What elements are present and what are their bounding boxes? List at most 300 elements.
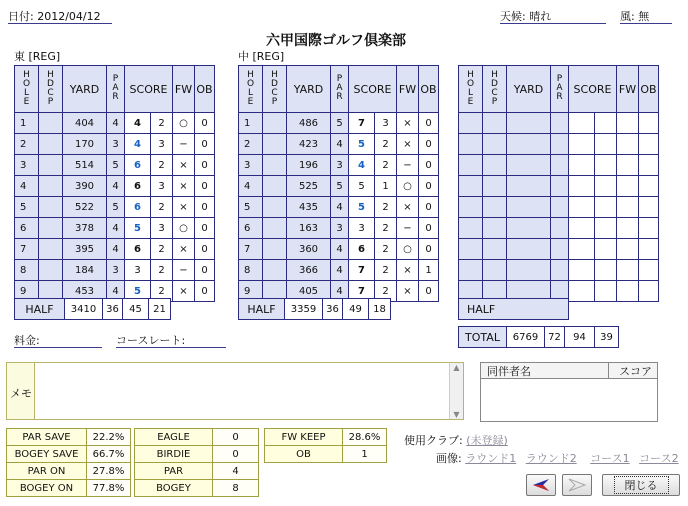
fee-field [14,332,102,348]
images-row [436,450,679,466]
half-yard: 3410 [65,299,103,320]
cell-putt[interactable]: 2 [375,155,397,176]
col-header-score-label: SCORE [573,82,612,96]
cell-fw[interactable] [617,176,639,197]
cell-yard: 486 [287,113,331,134]
cell-fw[interactable]: × [173,197,195,218]
cell-par: 5 [107,155,125,176]
wind-label: 風: 無 [620,10,650,23]
cell-ob[interactable] [639,176,659,197]
stat-value: 0 [213,429,259,446]
stat-label: BOGEY ON [7,480,87,497]
half-label: HALF [239,299,285,320]
cell-ob[interactable]: 0 [195,134,215,155]
stats-col-3 [264,428,387,463]
cell-hole: 4 [239,176,263,197]
cell-yard: 395 [63,239,107,260]
hole-row [459,155,659,176]
cell-fw[interactable]: × [397,113,419,134]
cell-fw[interactable]: × [173,155,195,176]
cell-ob[interactable] [639,113,659,134]
cell-hole: 5 [15,197,39,218]
middle-half-row [238,298,391,320]
cell-fw[interactable] [617,155,639,176]
fee-label: 料金: [14,334,40,347]
right-arrow-icon [567,478,587,492]
cell-ob[interactable] [639,197,659,218]
cell-par: 4 [107,218,125,239]
cell-yard [507,197,551,218]
col-header-ob-label: OB [196,82,213,96]
col-header-ob-label: OB [640,82,657,96]
cell-ob[interactable]: 0 [195,281,215,302]
stat-value: 77.8% [87,480,131,497]
cell-hole [459,260,483,281]
col-header-fw [397,66,419,113]
hole-row [459,218,659,239]
cell-hdcp [483,155,507,176]
hole-row [459,197,659,218]
cell-score[interactable]: 6 [125,155,151,176]
cell-ob[interactable] [639,134,659,155]
cell-hdcp [39,113,63,134]
weather-label: 天候: 晴れ [500,10,552,23]
cell-hole: 4 [15,176,39,197]
cell-putt[interactable]: 2 [375,218,397,239]
cell-putt[interactable]: 3 [151,176,173,197]
cell-hdcp [483,260,507,281]
cell-hdcp [483,113,507,134]
half-score: 45 [123,299,149,320]
cell-score[interactable]: 4 [125,134,151,155]
cell-yard: 360 [287,239,331,260]
col-header-fw-label: FW [174,82,193,96]
cell-fw[interactable] [617,134,639,155]
cell-hole: 1 [239,113,263,134]
half-label: HALF [15,299,65,320]
col-header-par [107,66,125,113]
half-par: 36 [103,299,123,320]
cell-putt[interactable]: 2 [375,281,397,302]
course-title: 六甲国際ゴルフ倶楽部 [266,33,406,49]
stat-label: FW KEEP [265,429,343,446]
cell-putt[interactable]: 2 [375,197,397,218]
cell-hole: 2 [239,134,263,155]
cell-ob[interactable]: 0 [419,113,439,134]
cell-score[interactable] [569,260,595,281]
third-half-row [458,298,569,320]
cell-ob[interactable]: 0 [419,155,439,176]
cell-putt[interactable] [595,218,617,239]
hole-row [239,218,439,239]
cell-putt[interactable]: 2 [151,281,173,302]
clubs-link[interactable]: (未登録) [466,434,508,447]
col-header-score-label: SCORE [129,82,168,96]
cell-hole [459,197,483,218]
cell-ob[interactable] [639,281,659,302]
cell-fw[interactable]: − [397,155,419,176]
cell-ob[interactable] [639,155,659,176]
cell-par: 4 [107,113,125,134]
col-header-fw-label: FW [398,82,417,96]
cell-hole: 8 [239,260,263,281]
cell-par: 3 [107,134,125,155]
col-header-fw [173,66,195,113]
cell-putt[interactable] [595,176,617,197]
stat-label: PAR [135,463,213,480]
col-header-par [331,66,349,113]
clubs-label: 使用クラブ: [404,434,463,447]
cell-score[interactable] [569,155,595,176]
cell-score[interactable]: 7 [349,113,375,134]
col-header-hdcp [483,66,507,113]
cell-fw[interactable] [617,260,639,281]
cell-hdcp [39,134,63,155]
col-header-hole-label: HOLE [21,69,32,106]
col-header-hdcp-label: HDCP [45,69,56,106]
cell-putt[interactable]: 2 [151,260,173,281]
cell-yard: 378 [63,218,107,239]
cell-yard: 435 [287,197,331,218]
cell-score[interactable] [569,134,595,155]
cell-fw[interactable]: × [397,281,419,302]
image-link-round2[interactable]: ラウンド2 [525,452,577,465]
cell-fw[interactable]: × [397,197,419,218]
cell-score[interactable]: 3 [349,218,375,239]
cell-fw[interactable]: × [173,281,195,302]
cell-score[interactable] [569,218,595,239]
cell-ob[interactable]: 0 [419,218,439,239]
cell-fw[interactable] [617,281,639,302]
cell-putt[interactable]: 3 [151,218,173,239]
cell-hole [459,218,483,239]
weather-field [500,8,606,24]
stat-value: 8 [213,480,259,497]
cell-ob[interactable]: 0 [419,134,439,155]
col-header-par-label: PAR [554,74,565,101]
col-header-yard-label: YARD [293,82,324,96]
col-header-ob [419,66,439,113]
cell-par [551,239,569,260]
stats-col-2 [134,428,259,497]
cell-fw[interactable]: × [397,260,419,281]
cell-fw[interactable]: × [173,239,195,260]
cell-par [551,197,569,218]
hole-row [459,134,659,155]
cell-yard [507,239,551,260]
col-header-score-label: SCORE [353,82,392,96]
image-link-course2[interactable]: コース2 [639,452,679,465]
cell-putt[interactable] [595,260,617,281]
col-header-ob-label: OB [420,82,437,96]
stat-label: BIRDIE [135,446,213,463]
stat-value: 22.2% [87,429,131,446]
cell-fw[interactable]: ○ [173,218,195,239]
cell-fw[interactable] [617,239,639,260]
cell-score[interactable]: 6 [125,197,151,218]
cell-hole: 7 [239,239,263,260]
cell-yard: 390 [63,176,107,197]
cell-yard: 514 [63,155,107,176]
col-header-yard [63,66,107,113]
cell-score[interactable]: 5 [125,218,151,239]
cell-hole [459,113,483,134]
stat-value: 28.6% [343,429,387,446]
cell-score[interactable] [569,239,595,260]
cell-ob[interactable]: 1 [419,260,439,281]
cell-fw[interactable]: × [397,134,419,155]
stat-label: PAR ON [7,463,87,480]
cell-fw[interactable] [617,197,639,218]
cell-fw[interactable]: × [173,176,195,197]
hole-row [15,155,215,176]
scroll-down-icon[interactable]: ▼ [453,410,460,419]
col-header-hole [15,66,39,113]
cell-hole: 6 [239,218,263,239]
total-par: 72 [545,327,565,348]
cell-par: 4 [107,239,125,260]
cell-ob[interactable]: 0 [195,176,215,197]
hole-row [15,197,215,218]
cell-ob[interactable]: 0 [419,281,439,302]
cell-fw[interactable] [617,218,639,239]
cell-putt[interactable] [595,134,617,155]
scroll-up-icon[interactable]: ▲ [453,363,460,372]
hole-row [459,113,659,134]
cell-hole: 7 [15,239,39,260]
cell-putt[interactable] [595,113,617,134]
col-header-hole-label: HOLE [245,69,256,106]
col-header-hdcp-label: HDCP [489,69,500,106]
date-field [8,8,112,24]
cell-hdcp [263,260,287,281]
cell-hdcp [39,155,63,176]
col-header-score [125,66,173,113]
cell-putt[interactable]: 2 [375,134,397,155]
cell-yard [507,113,551,134]
cell-putt[interactable] [595,239,617,260]
col-header-fw [617,66,639,113]
cell-score[interactable]: 5 [125,281,151,302]
cell-par: 5 [331,176,349,197]
memo-box [6,362,464,420]
hole-row [459,176,659,197]
cell-yard: 196 [287,155,331,176]
hole-row [15,260,215,281]
hole-row [239,155,439,176]
next-button[interactable] [562,474,592,496]
left-arrow-icon [531,478,551,492]
cell-ob[interactable] [639,218,659,239]
hole-row [239,260,439,281]
cell-par: 4 [331,134,349,155]
cell-ob[interactable]: 0 [419,239,439,260]
cell-score[interactable] [569,113,595,134]
cell-fw[interactable]: ○ [397,176,419,197]
cell-ob[interactable] [639,260,659,281]
cell-putt[interactable]: 3 [375,113,397,134]
cell-hdcp [263,176,287,197]
col-header-yard [287,66,331,113]
cell-yard: 170 [63,134,107,155]
prev-button[interactable] [526,474,556,496]
cell-score[interactable]: 5 [349,176,375,197]
cell-putt[interactable] [595,281,617,302]
cell-par: 4 [331,281,349,302]
cell-par: 4 [331,197,349,218]
cell-par: 5 [107,197,125,218]
col-header-hole-label: HOLE [465,69,476,106]
cell-fw[interactable]: − [173,260,195,281]
cell-hdcp [263,134,287,155]
cell-score[interactable] [569,197,595,218]
third-scorecard [458,65,659,302]
cell-score[interactable]: 4 [125,113,151,134]
cell-hdcp [39,239,63,260]
cell-score[interactable]: 6 [125,176,151,197]
col-header-fw-label: FW [618,82,637,96]
cell-par: 4 [107,281,125,302]
cell-par: 4 [107,176,125,197]
wind-field [620,8,672,24]
cell-ob[interactable]: 0 [195,218,215,239]
col-header-hdcp [39,66,63,113]
memo-scrollbar[interactable] [449,363,463,419]
col-header-ob [639,66,659,113]
cell-hdcp [39,260,63,281]
cell-yard: 366 [287,260,331,281]
total-row [458,326,619,348]
cell-fw[interactable]: − [173,134,195,155]
stat-label: OB [265,446,343,463]
cell-score[interactable]: 6 [125,239,151,260]
col-header-hole [459,66,483,113]
cell-ob[interactable]: 0 [195,260,215,281]
cell-ob[interactable]: 0 [419,197,439,218]
cell-putt[interactable]: 2 [151,197,173,218]
image-link-course1[interactable]: コース1 [590,452,630,465]
total-yard: 6769 [507,327,545,348]
cell-hdcp [39,197,63,218]
cell-hole: 5 [239,197,263,218]
total-label: TOTAL [459,327,507,348]
col-header-yard [507,66,551,113]
stat-label: EAGLE [135,429,213,446]
hole-row [239,197,439,218]
cell-fw[interactable]: ○ [173,113,195,134]
cell-par [551,176,569,197]
cell-fw[interactable]: − [397,218,419,239]
cell-score[interactable] [569,176,595,197]
cell-yard [507,134,551,155]
cell-putt[interactable]: 2 [151,155,173,176]
cell-putt[interactable]: 2 [151,239,173,260]
col-header-hdcp-label: HDCP [269,69,280,106]
memo-label: メモ [7,363,35,419]
cell-score[interactable] [569,281,595,302]
cell-ob[interactable]: 0 [195,155,215,176]
cell-putt[interactable]: 2 [375,239,397,260]
cell-ob[interactable] [639,239,659,260]
half-score: 49 [343,299,369,320]
cell-yard [507,218,551,239]
cell-putt[interactable]: 2 [151,113,173,134]
col-header-par-label: PAR [334,74,345,101]
cell-hdcp [263,197,287,218]
cell-yard: 522 [63,197,107,218]
stat-value: 0 [213,446,259,463]
east-course-label: 東 [REG] [14,50,61,63]
cell-yard [507,155,551,176]
middle-scorecard [238,65,439,302]
cell-putt[interactable] [595,155,617,176]
images-label: 画像: [436,452,462,465]
cell-yard: 525 [287,176,331,197]
cell-ob[interactable]: 0 [195,113,215,134]
hole-row [15,113,215,134]
cell-par [551,260,569,281]
cell-hdcp [483,239,507,260]
col-header-hdcp [263,66,287,113]
stat-value: 27.8% [87,463,131,480]
col-header-ob [195,66,215,113]
cell-fw[interactable]: ○ [397,239,419,260]
close-button[interactable] [602,474,680,496]
half-putt: 21 [149,299,171,320]
cell-par: 3 [107,260,125,281]
east-half-row [14,298,171,320]
image-link-round1[interactable]: ラウンド1 [465,452,517,465]
cell-ob[interactable]: 0 [419,176,439,197]
cell-score[interactable]: 6 [349,239,375,260]
cell-hdcp [263,218,287,239]
cell-score[interactable]: 7 [349,260,375,281]
hole-row [459,239,659,260]
cell-score[interactable]: 7 [349,281,375,302]
cell-score[interactable]: 3 [125,260,151,281]
stat-label: BOGEY [135,480,213,497]
hole-row [239,113,439,134]
cell-putt[interactable] [595,197,617,218]
cell-hdcp [263,239,287,260]
cell-yard [507,176,551,197]
cell-score[interactable]: 5 [349,134,375,155]
cell-score[interactable]: 5 [349,197,375,218]
cell-putt[interactable]: 1 [375,176,397,197]
cell-par: 4 [331,260,349,281]
cell-hole: 9 [239,281,263,302]
cell-putt[interactable]: 2 [375,260,397,281]
cell-ob[interactable]: 0 [195,197,215,218]
cell-par [551,155,569,176]
companions-table [480,362,658,422]
cell-putt[interactable]: 3 [151,134,173,155]
cell-ob[interactable]: 0 [195,239,215,260]
stat-label: BOGEY SAVE [7,446,87,463]
col-header-yard-label: YARD [69,82,100,96]
col-header-yard-label: YARD [513,82,544,96]
half-par: 36 [323,299,343,320]
middle-course-label: 中 [REG] [238,50,285,63]
cell-yard: 184 [63,260,107,281]
hole-row [15,176,215,197]
cell-score[interactable]: 4 [349,155,375,176]
cell-fw[interactable] [617,113,639,134]
total-putt: 39 [595,327,619,348]
memo-textarea[interactable] [35,363,449,419]
cell-hdcp [483,197,507,218]
stat-label: PAR SAVE [7,429,87,446]
